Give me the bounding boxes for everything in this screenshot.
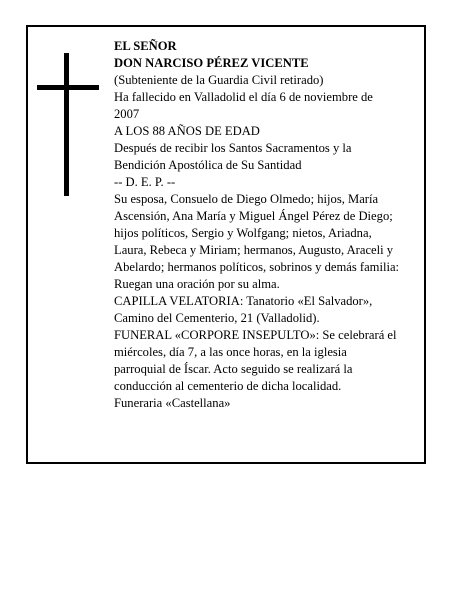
- family-line-1: Su esposa, Consuelo de Diego Olmedo; hijos, María: [114, 192, 379, 206]
- funeral-line-3: parroquial de Íscar. Acto seguido se realizará la: [114, 362, 353, 376]
- cross-horizontal-bar: [37, 85, 99, 90]
- rip-line: -- D. E. P. --: [114, 175, 176, 189]
- deceased-title: EL SEÑOR: [114, 39, 177, 53]
- chapel-line-2: Camino del Cementerio, 21 (Valladolid).: [114, 311, 320, 325]
- sacraments-line: Después de recibir los Santos Sacramentos y la: [114, 141, 352, 155]
- family-line-3: hijos políticos, Sergio y Wolfgang; nietos, Ariadna,: [114, 226, 372, 240]
- notice-text: [114, 38, 426, 412]
- cross-vertical-bar: [64, 53, 69, 196]
- funeral-line-4: conducción al cementerio de dicha localidad.: [114, 379, 342, 393]
- family-line-2: Ascensión, Ana María y Miguel Ángel Pérez de Diego;: [114, 209, 393, 223]
- deceased-name: DON NARCISO PÉREZ VICENTE: [114, 56, 309, 70]
- funeral-home: Funeraria «Castellana»: [114, 396, 231, 410]
- chapel-line-1: CAPILLA VELATORIA: Tanatorio «El Salvador»,: [114, 294, 373, 308]
- funeral-line-1: FUNERAL «CORPORE INSEPULTO»: Se celebrará el: [114, 328, 397, 342]
- prayer-request: Ruegan una oración por su alma.: [114, 277, 280, 291]
- funeral-line-2: miércoles, día 7, a las once horas, en la iglesia: [114, 345, 347, 359]
- age-line: A LOS 88 AÑOS DE EDAD: [114, 124, 260, 138]
- deceased-rank: (Subteniente de la Guardia Civil retirado): [114, 73, 324, 87]
- cross-icon: [37, 53, 99, 196]
- family-line-5: Abelardo; hermanos políticos, sobrinos y demás familia:: [114, 260, 400, 274]
- blessing-line: Bendición Apostólica de Su Santidad: [114, 158, 302, 172]
- family-line-4: Laura, Rebeca y Miriam; hermanos, Augusto, Araceli y: [114, 243, 394, 257]
- death-year: 2007: [114, 107, 140, 121]
- death-announcement: Ha fallecido en Valladolid el día 6 de noviembre de: [114, 90, 373, 104]
